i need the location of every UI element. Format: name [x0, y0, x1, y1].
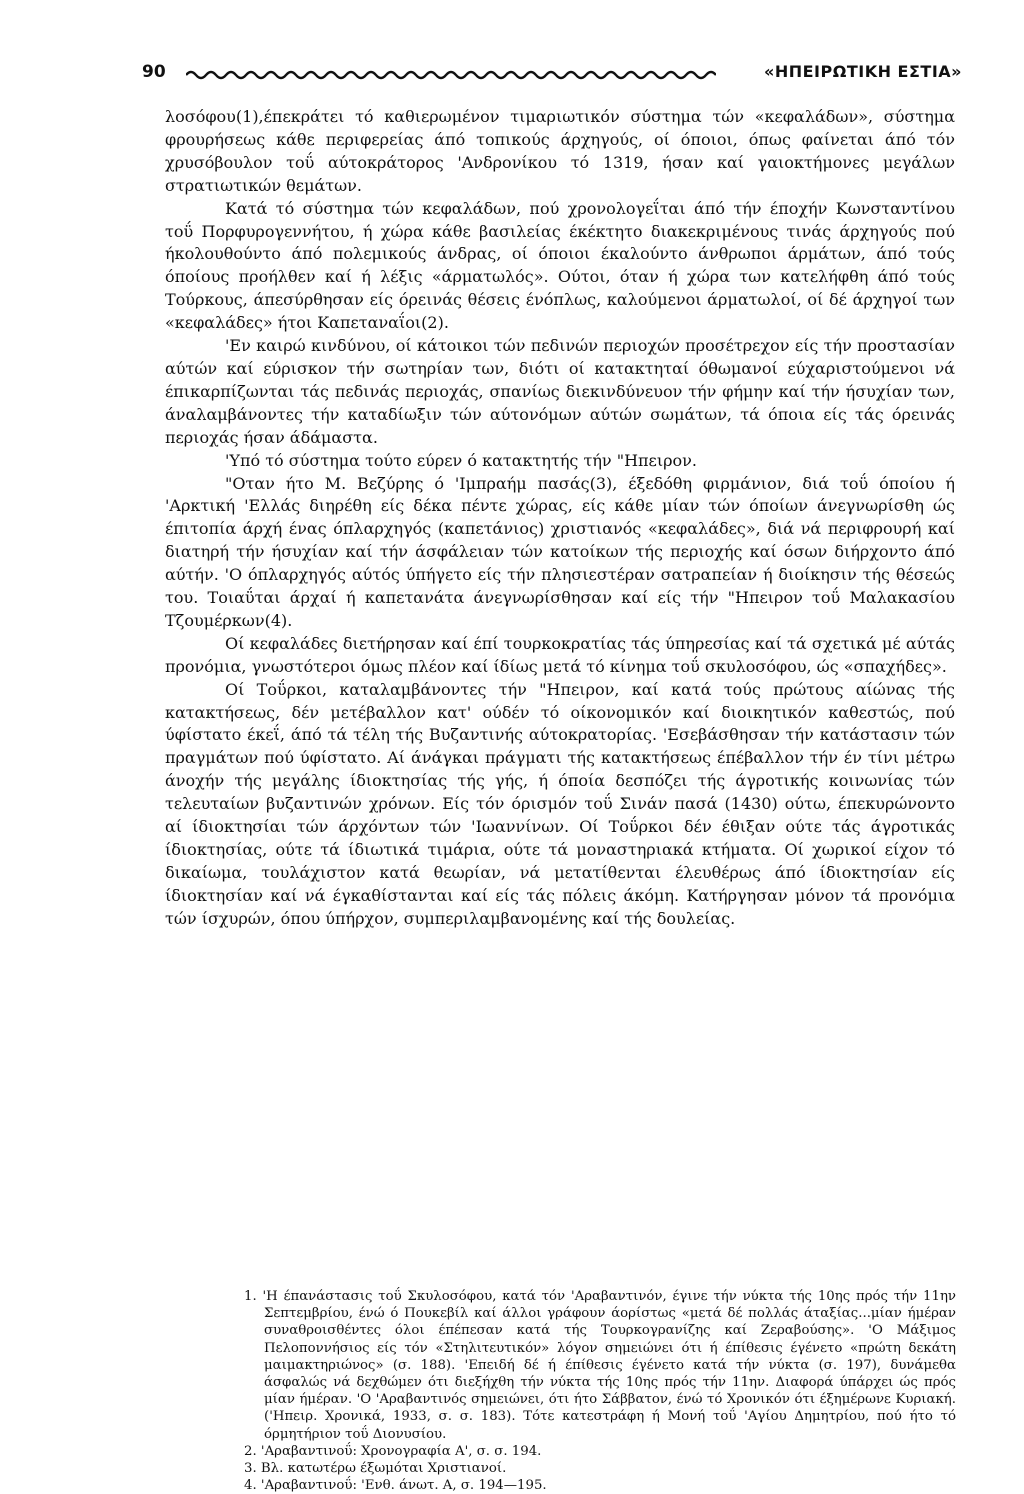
- footnote: 2. 'Αραβαντινοΰ: Χρονογραφία Α', σ. σ. 194.: [244, 1443, 542, 1459]
- main-text: [165, 106, 955, 931]
- journal-title: «ΗΠΕΙΡΩΤΙΚΗ ΕΣΤΙΑ»: [764, 62, 962, 81]
- footnote: 1. 'Η έπανάστασις τοΰ Σκυλοσόφου, κατά τόν 'Αραβαντινόν, έγινε τήν νύκτα τής 10ης πρός τήν 11ην Σεπτεμβρίου, ένώ ό Πουκεβίλ καί άλλοι γράφουν άορίστως «μετά δέ πολλάς άταξίας...μίαν ήμέραν συναθροισθέντες όλοι έπέπεσαν κατά τής Τουρκογρανίζης καί Ζεραβούσης». 'Ο Μάξιμος Πελοποννήσιος είς τόν «Στηλιτευτικόν» λόγον σημειώνει ότι ή έπίθεσις έγένετο «πρώτη δεκάτη μαιμακτηριώνος» (σ. 188). 'Επειδή δέ ή έπίθεσις έγένετο κατά τήν νύκτα (σ. 197), δυνάμεθα άσφαλώς νά δεχθώμεν ότι διεξήχθη τήν νύκτα τής 10ης πρός τήν 11ην. Διαφορά ύπάρχει ώς πρός μίαν ήμέραν. 'Ο 'Αραβαντινός σημειώνει, ότι ήτο Σάββατον, ένώ τό Χρονικόν ότι έξημέρωνε Κυριακή. ('Ηπειρ. Χρονικά, 1933, σ. σ. 183). Τότε κατεστράφη ή Μονή τοΰ 'Αγίου Δημητρίου, πού ήτο τό όρμητήριον τοΰ Διονυσίου.: [244, 1289, 956, 1442]
- paragraph: Οί κεφαλάδες διετήρησαν καί έπί τουρκοκρατίας τάς ύπηρεσίας καί τά σχετικά μέ αύτάς προνόμια, γνωστότεροι όμως πλέον καί ίδίως μετά τό κίνημα τοΰ σκυλοσόφου, ώς «σπαχήδες».: [165, 633, 955, 676]
- paragraph: 'Εν καιρώ κινδύνου, οί κάτοικοι τών πεδινών περιοχών προσέτρεχον είς τήν προστασίαν αύτών καί εύρισκον τήν σωτηρίαν των, διότι οί κατακτηταί όθωμανοί εύχαριστούμενοι νά έπικαρπίζωνται τάς πεδινάς περιοχάς, σπανίως διεκινδύνευον τήν φήμην καί τήν ήσυχίαν των, άναλαμβάνοντες τήν καταδίωξιν τών αύτονόμων αύτών σωμάτων, τά όποια είς τάς όρεινάς περιοχάς ήσαν άδάμαστα.: [165, 336, 955, 447]
- paragraph: 'Υπό τό σύστημα τούτο εύρεν ό κατακτητής τήν "Ηπειρον.: [225, 450, 697, 470]
- footnote: 4. 'Αραβαντινοΰ: 'Ενθ. άνωτ. Α, σ. 194—195.: [244, 1478, 547, 1494]
- paragraph: "Οταν ήτο Μ. Βεζύρης ό 'Ιμπραήμ πασάς(3), έξεδόθη φιρμάνιον, διά τοΰ όποίου ή 'Αρκτική 'Ελλάς διηρέθη είς δέκα πέντε χώρας, είς κάθε μίαν τών όποίων άνεγνωρίσθη ώς έπιτοπία άρχή ένας όπλαρχηγός (καπετάνιος) χριστιανός «κεφαλάδες», διά νά περιφρουρή καί διατηρή τήν ήσυχίαν καί τήν άσφάλειαν τών κατοίκων τής περιοχής καί όσων διήρχοντο άπό αύτήν. 'Ο όπλαρχηγός αύτός ύπήγετο είς τήν πλησιεστέραν σατραπείαν ή διοίκησιν τής θέσεώς του. Τοιαΰται άρχαί ή καπετανάτα άνεγνωρίσθησαν καί είς τήν "Ηπειρον τοΰ Μαλακασίου Τζουμέρκων(4).: [165, 473, 955, 630]
- footnote: 3. Βλ. κατωτέρω έξωμόται Χριστιανοί.: [244, 1461, 507, 1477]
- page-header: [142, 60, 962, 88]
- paragraph: Κατά τό σύστημα τών κεφαλάδων, πού χρονολογεΐται άπό τήν έποχήν Κωνσταντίνου τοΰ Πορφυρογεννήτου, ή χώρα κάθε βασιλείας έκέκτητο διακεκριμένους τινάς άρχηγούς πού ήκολουθούντο άπό πολεμικούς άνδρας, οί όποιοι έκαλούντο άνθρωποι άρμάτων, άπό τούς όποίους προήλθεν καί ή λέξις «άρματωλός». Ούτοι, όταν ή χώρα των κατελήφθη άπό τούς Τούρκους, άπεσύρθησαν είς όρεινάς θέσεις ένόπλως, καλούμενοι άρματωλοί, οί δέ άρχηγοί των «κεφαλάδες» ήτοι Καπεταναΐοι(2).: [165, 198, 955, 333]
- footnotes: [244, 1288, 956, 1494]
- page-number: 90: [142, 62, 166, 82]
- paragraph: λοσόφου(1),έπεκράτει τό καθιερωμένον τιμαριωτικόν σύστημα τών «κεφαλάδων», σύστημα φρουρήσεως κάθε περιφερείας άπό τοπικούς άρχηγούς, οί όποιοι, όπως φαίνεται άπό τόν χρυσόβουλον τοΰ αύτοκράτορος 'Ανδρονίκου τό 1319, ήσαν καί γαιοκτήμονες μεγάλων στρατιωτικών θεμάτων.: [165, 107, 955, 195]
- decorative-wavy-rule: [186, 69, 716, 81]
- paragraph: Οί Τοΰρκοι, καταλαμβάνοντες τήν "Ηπειρον, καί κατά τούς πρώτους αίώνας τής κατακτήσεως, δέν μετέβαλλον κατ' ούδέν τό οίκονομικόν καί διοικητικόν καθεστώς, πού ύφίστατο έκεΐ, άπό τά τέλη τής Βυζαντινής αύτοκρατορίας. 'Εσεβάσθησαν τήν κατάστασιν τών πραγμάτων πού ύφίστατο. Αί άνάγκαι πράγματι τής κατακτήσεως έπέβαλλον τήν έν τίνι μέτρω άνοχήν τής μεγάλης ίδιοκτησίας τής γής, ή όποία δεσπόζει τής άγροτικής κοινωνίας τών τελευταίων βυζαντινών χρόνων. Είς τόν όρισμόν τοΰ Σινάν πασά (1430) ούτω, έπεκυρώνοντο αί ίδιοκτησίαι τών άρχόντων τών 'Ιωαννίνων. Οί Τοΰρκοι δέν έθιξαν ούτε τάς άγροτικάς ίδιοκτησίας, ούτε τά ίδιωτικά τιμάρια, ούτε τά μοναστηριακά κτήματα. Οί χωρικοί είχον τό δικαίωμα, τουλάχιστον κατά θεωρίαν, νά μετατίθενται έλευθέρως άπό ίδιοκτησίαν είς ίδιοκτησίαν καί νά έγκαθίστανται καί είς τάς πόλεις άκόμη. Κατήργησαν μόνον τά προνόμια τών ίσχυρών, όπου ύπήρχον, συμπεριλαμβανομένης καί τής δουλείας.: [165, 679, 955, 928]
